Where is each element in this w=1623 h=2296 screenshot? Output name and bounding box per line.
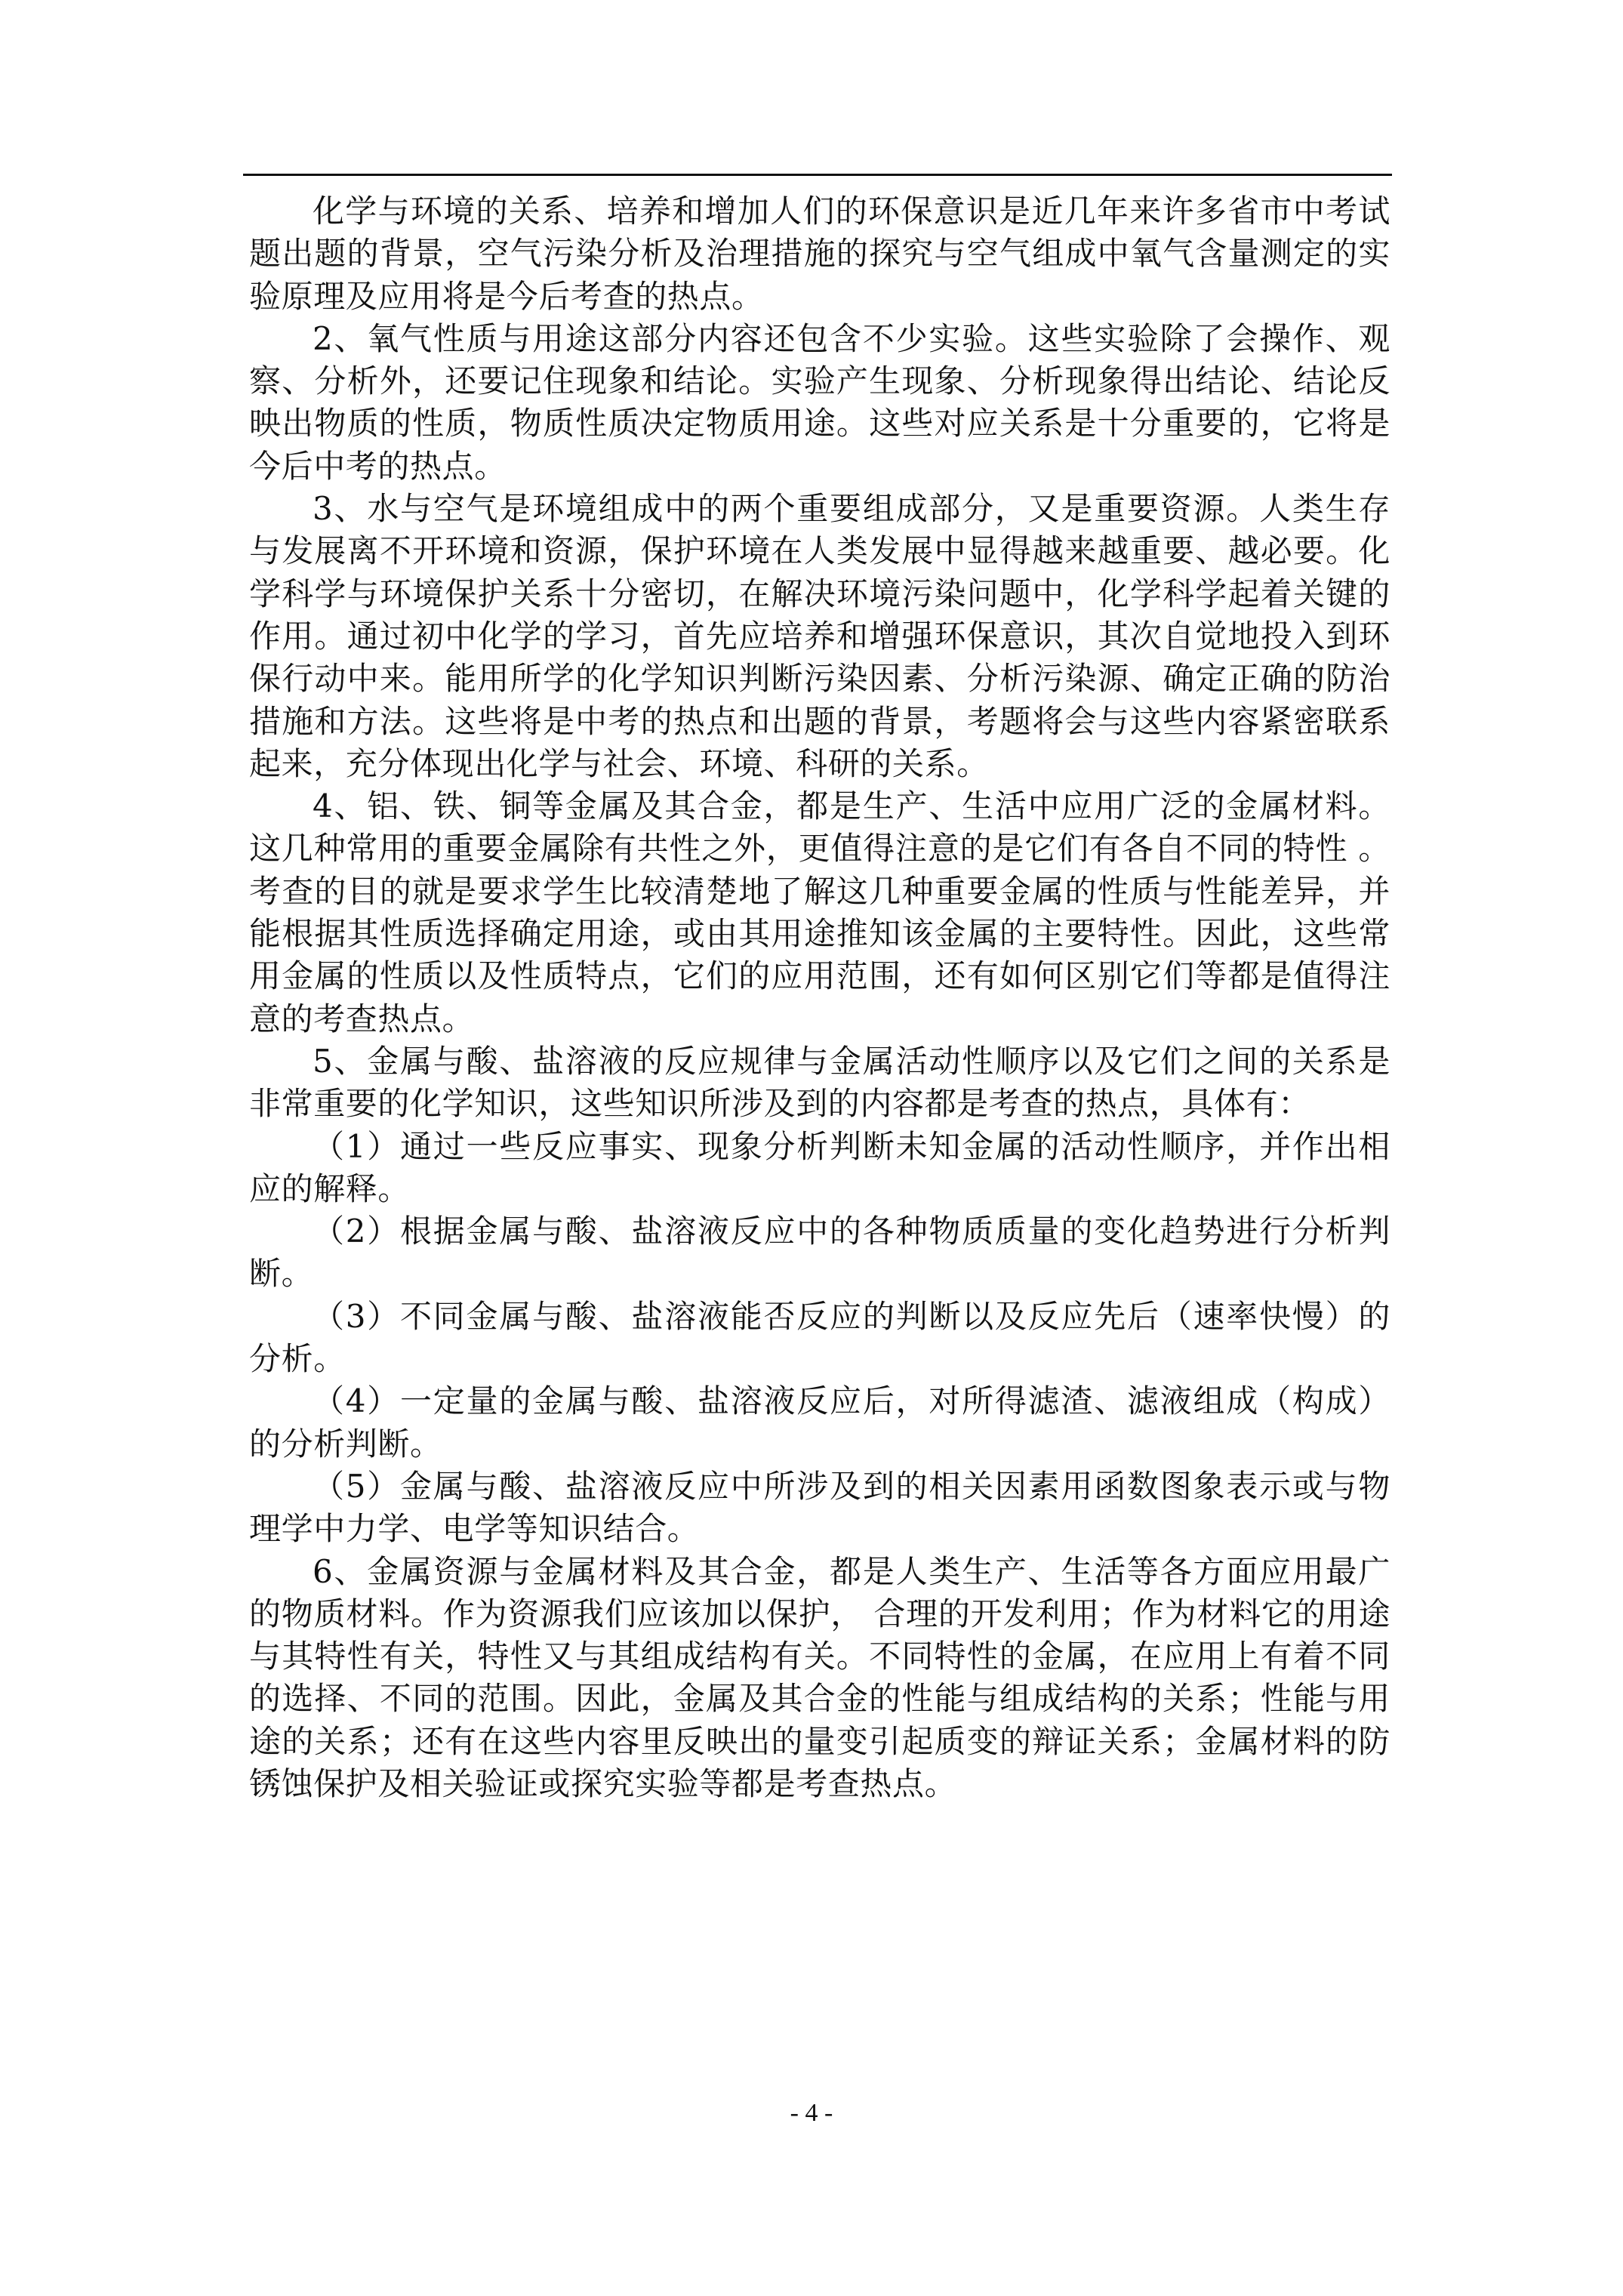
list-item-2: （2）根据金属与酸、盐溶液反应中的各种物质质量的变化趋势进行分析判断。 (249, 1213, 1390, 1293)
paragraph-water-air: 3、水与空气是环境组成中的两个重要组成部分，又是重要资源。人类生存与发展离不开环境和资源，保护环境在人类发展中显得越来越重要、越必要。化学科学与环境保护关系十分密切，在解决环境污染问题中，化学科学起着关键的作用。通过初中化学的学习，首先应培养和增强环保意识，其次自觉地投入到环保行动中来。能用所学的化学知识判断污染因素、分析污染源、确定正确的防治措施和方法。这些将是中考的热点和出题的背景，考题将会与这些内容紧密联系起来，充分体现出化学与社会、环境、科研的关系。 (249, 490, 1390, 782)
list-item-1: （1）通过一些反应事实、现象分析判断未知金属的活动性顺序，并作出相应的解释。 (249, 1127, 1390, 1207)
list-item-5: （5）金属与酸、盐溶液反应中所涉及到的相关因素用函数图象表示或与物理学中力学、电学等知识结合。 (249, 1467, 1390, 1548)
list-item-3: （3）不同金属与酸、盐溶液能否反应的判断以及反应先后（速率快慢）的分析。 (249, 1297, 1390, 1378)
header-rule (243, 174, 1392, 176)
paragraph-oxygen: 2、氧气性质与用途这部分内容还包含不少实验。这些实验除了会操作、观察、分析外，还要记住现象和结论。实验产生现象、分析现象得出结论、结论反映出物质的性质，物质性质决定物质用途。这些对应关系是十分重要的，它将是今后中考的热点。 (249, 319, 1390, 485)
page-number: - 4 - (790, 2099, 833, 2127)
paragraph-metals: 4、铝、铁、铜等金属及其合金，都是生产、生活中应用广泛的金属材料。这几种常用的重要金属除有共性之外，更值得注意的是它们有各自不同的特性 。考查的目的就是要求学生比较清楚地了解这几种重要金属的性质与性能差异，并能根据其性质选择确定用途，或由其用途推知该金属的主要特性。因此，这些常用金属的性质以及性质特点，它们的应用范围，还有如何区别它们等都是值得注意的考查热点。 (249, 787, 1390, 1037)
paragraph-environment-intro: 化学与环境的关系、培养和增加人们的环保意识是近几年来许多省市中考试题出题的背景，空气污染分析及治理措施的探究与空气组成中氧气含量测定的实验原理及应用将是今后考查的热点。 (249, 193, 1390, 315)
list-item-4: （4）一定量的金属与酸、盐溶液反应后，对所得滤渣、滤液组成（构成）的分析判断。 (249, 1382, 1390, 1462)
page-body (249, 190, 1390, 1805)
paragraph-metal-resources: 6、金属资源与金属材料及其合金，都是人类生产、生活等各方面应用最广的物质材料。作为资源我们应该加以保护， 合理的开发利用；作为材料它的用途与其特性有关，特性又与其组成结构有关。不同特性的金属，在应用上有着不同的选择、不同的范围。因此，金属及其合金的性能与组成结构的关系；性能与用途的关系；还有在这些内容里反映出的量变引起质变的辩证关系；金属材料的防锈蚀保护及相关验证或探究实验等都是考查热点。 (249, 1552, 1390, 1802)
paragraph-metal-reactions: 5、金属与酸、盐溶液的反应规律与金属活动性顺序以及它们之间的关系是非常重要的化学知识，这些知识所涉及到的内容都是考查的热点，具体有： (249, 1042, 1390, 1123)
